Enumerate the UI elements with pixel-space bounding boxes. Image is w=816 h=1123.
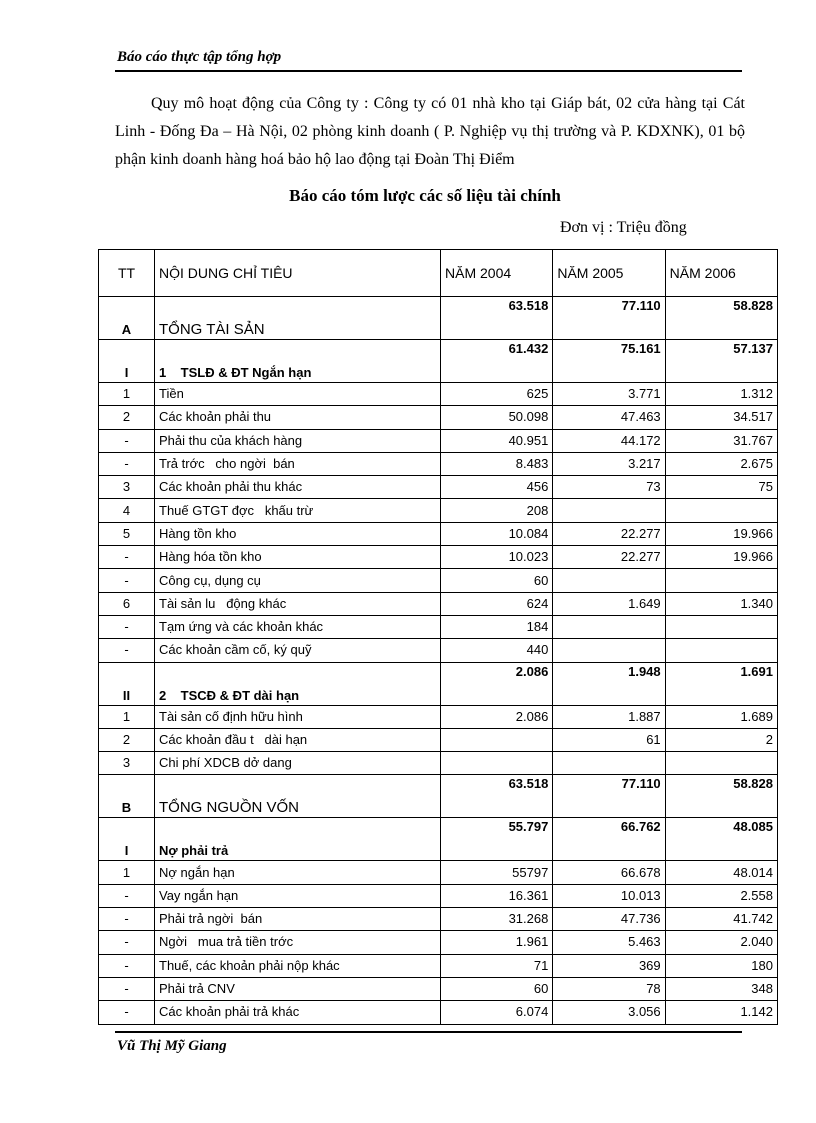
row-value-2005: 1.948 xyxy=(553,662,665,705)
row-value-2006: 1.312 xyxy=(665,383,777,406)
row-value-2004: 60 xyxy=(441,569,553,592)
row-value-2004: 16.361 xyxy=(441,884,553,907)
financial-table xyxy=(98,249,778,1025)
col-header-2006: NĂM 2006 xyxy=(665,250,777,297)
unit-label: Đơn vị : Triệu đồng xyxy=(560,219,687,236)
row-value-2005 xyxy=(553,499,665,522)
table-row xyxy=(99,522,778,545)
row-value-2004: 1.961 xyxy=(441,931,553,954)
row-label-cell: Hàng tồn kho xyxy=(155,522,441,545)
table-row xyxy=(99,818,778,861)
row-tt-cell: 1 xyxy=(99,705,155,728)
page-footer: Vũ Thị Mỹ Giang xyxy=(117,1038,227,1054)
row-value-2006: 180 xyxy=(665,954,777,977)
row-label-cell: Các khoản đầu t dài hạn xyxy=(155,728,441,751)
table-header-row xyxy=(99,250,778,297)
row-value-2004: 55797 xyxy=(441,861,553,884)
row-value-2005: 66.678 xyxy=(553,861,665,884)
row-value-2006: 48.014 xyxy=(665,861,777,884)
row-value-2004: 208 xyxy=(441,499,553,522)
header-divider xyxy=(115,70,742,72)
table-row xyxy=(99,297,778,340)
row-value-2006: 1.142 xyxy=(665,1001,777,1024)
row-tt-cell: - xyxy=(99,1001,155,1024)
row-label-cell: Công cụ, dụng cụ xyxy=(155,569,441,592)
table-row xyxy=(99,546,778,569)
row-value-2006: 19.966 xyxy=(665,546,777,569)
table-row xyxy=(99,429,778,452)
intro-text: Quy mô hoạt động của Công ty : Công ty có 01 nhà kho tại Giáp bát, 02 cửa hàng tại Cát Linh - Đống Đa – Hà Nội, 02 phòng kinh doanh ( P. Nghiệp vụ thị trường và P. KDXNK), 01 bộ phận kinh doanh hàng hoá bảo hộ lao động tại Đoàn Thị Điểm xyxy=(115,95,745,168)
table-row xyxy=(99,569,778,592)
row-tt-cell: 2 xyxy=(99,406,155,429)
row-value-2005: 47.736 xyxy=(553,908,665,931)
row-tt-cell: - xyxy=(99,954,155,977)
row-value-2006: 2.558 xyxy=(665,884,777,907)
row-value-2006: 348 xyxy=(665,977,777,1000)
report-title-text: Báo cáo tóm lược các số liệu tài chính xyxy=(289,186,561,205)
row-value-2004: 63.518 xyxy=(441,775,553,818)
row-value-2004: 71 xyxy=(441,954,553,977)
row-label-cell: Chi phí XDCB dở dang xyxy=(155,752,441,775)
row-tt-cell: B xyxy=(99,775,155,818)
row-value-2004: 456 xyxy=(441,476,553,499)
row-label-cell: Phải trả ngời bán xyxy=(155,908,441,931)
table-row xyxy=(99,752,778,775)
page-header: Báo cáo thực tập tổng hợp xyxy=(117,49,282,65)
row-value-2004: 50.098 xyxy=(441,406,553,429)
row-value-2005: 78 xyxy=(553,977,665,1000)
row-value-2005: 22.277 xyxy=(553,522,665,545)
row-value-2004: 625 xyxy=(441,383,553,406)
table-row xyxy=(99,775,778,818)
row-tt-cell: 3 xyxy=(99,476,155,499)
row-tt-cell: A xyxy=(99,297,155,340)
table-row xyxy=(99,1001,778,1024)
row-tt-cell: I xyxy=(99,818,155,861)
table-row xyxy=(99,662,778,705)
row-value-2005: 77.110 xyxy=(553,775,665,818)
table-row xyxy=(99,931,778,954)
row-tt-cell: - xyxy=(99,884,155,907)
row-tt-cell: - xyxy=(99,569,155,592)
table-row xyxy=(99,383,778,406)
row-tt-cell: - xyxy=(99,639,155,662)
row-value-2004: 624 xyxy=(441,592,553,615)
row-value-2006 xyxy=(665,639,777,662)
row-value-2006: 58.828 xyxy=(665,297,777,340)
row-value-2004: 63.518 xyxy=(441,297,553,340)
row-value-2006: 1.340 xyxy=(665,592,777,615)
row-tt-cell: - xyxy=(99,977,155,1000)
row-value-2004: 10.084 xyxy=(441,522,553,545)
row-value-2006: 19.966 xyxy=(665,522,777,545)
row-value-2005 xyxy=(553,615,665,638)
row-label-cell: Tiền xyxy=(155,383,441,406)
row-value-2004 xyxy=(441,752,553,775)
row-tt-cell: - xyxy=(99,452,155,475)
row-value-2005: 73 xyxy=(553,476,665,499)
row-tt-cell: - xyxy=(99,908,155,931)
row-label-cell: Hàng hóa tồn kho xyxy=(155,546,441,569)
row-value-2005: 75.161 xyxy=(553,340,665,383)
row-value-2005: 5.463 xyxy=(553,931,665,954)
row-label-cell: Các khoản phải thu khác xyxy=(155,476,441,499)
row-value-2005: 61 xyxy=(553,728,665,751)
row-value-2005 xyxy=(553,639,665,662)
row-tt-cell: 6 xyxy=(99,592,155,615)
table-row xyxy=(99,954,778,977)
col-header-2005: NĂM 2005 xyxy=(553,250,665,297)
row-value-2005: 10.013 xyxy=(553,884,665,907)
row-value-2006: 31.767 xyxy=(665,429,777,452)
row-value-2005: 66.762 xyxy=(553,818,665,861)
row-label-cell: 2 TSCĐ & ĐT dài hạn xyxy=(155,662,441,705)
col-header-2004: NĂM 2004 xyxy=(441,250,553,297)
row-label-cell: Các khoản cầm cố, ký quỹ xyxy=(155,639,441,662)
report-title xyxy=(0,186,816,206)
row-tt-cell: 4 xyxy=(99,499,155,522)
row-value-2004: 2.086 xyxy=(441,662,553,705)
row-label-cell: Vay ngắn hạn xyxy=(155,884,441,907)
row-value-2004: 8.483 xyxy=(441,452,553,475)
row-value-2004: 10.023 xyxy=(441,546,553,569)
row-label-cell: TỔNG TÀI SẢN xyxy=(155,297,441,340)
row-tt-cell: 1 xyxy=(99,383,155,406)
row-label-cell: Thuế GTGT đợc khấu trừ xyxy=(155,499,441,522)
row-tt-cell: II xyxy=(99,662,155,705)
row-value-2004: 184 xyxy=(441,615,553,638)
table-row xyxy=(99,592,778,615)
row-value-2004: 55.797 xyxy=(441,818,553,861)
row-value-2005: 22.277 xyxy=(553,546,665,569)
row-label-cell: Phải trả CNV xyxy=(155,977,441,1000)
row-value-2004: 6.074 xyxy=(441,1001,553,1024)
table-row xyxy=(99,639,778,662)
row-label-cell: Thuế, các khoản phải nộp khác xyxy=(155,954,441,977)
row-label-cell: 1 TSLĐ & ĐT Ngắn hạn xyxy=(155,340,441,383)
table-row xyxy=(99,476,778,499)
row-value-2006: 1.689 xyxy=(665,705,777,728)
table-row xyxy=(99,884,778,907)
row-value-2004: 31.268 xyxy=(441,908,553,931)
row-tt-cell: - xyxy=(99,546,155,569)
row-label-cell: Các khoản phải thu xyxy=(155,406,441,429)
intro-paragraph xyxy=(115,90,745,174)
row-tt-cell: - xyxy=(99,615,155,638)
row-value-2004: 60 xyxy=(441,977,553,1000)
row-tt-cell: - xyxy=(99,931,155,954)
row-value-2006: 58.828 xyxy=(665,775,777,818)
row-value-2006 xyxy=(665,569,777,592)
row-tt-cell: I xyxy=(99,340,155,383)
table-row xyxy=(99,406,778,429)
row-label-cell: Trả trớc cho ngời bán xyxy=(155,452,441,475)
table-row xyxy=(99,615,778,638)
row-value-2006: 41.742 xyxy=(665,908,777,931)
row-tt-cell: - xyxy=(99,429,155,452)
table-row xyxy=(99,340,778,383)
row-value-2006: 2.675 xyxy=(665,452,777,475)
row-label-cell: Phải thu của khách hàng xyxy=(155,429,441,452)
row-tt-cell: 3 xyxy=(99,752,155,775)
row-value-2005: 47.463 xyxy=(553,406,665,429)
row-value-2004: 2.086 xyxy=(441,705,553,728)
row-label-cell: Tài sản cố định hữu hình xyxy=(155,705,441,728)
row-label-cell: Nợ ngắn hạn xyxy=(155,861,441,884)
row-value-2004: 440 xyxy=(441,639,553,662)
row-value-2005: 1.649 xyxy=(553,592,665,615)
row-value-2006 xyxy=(665,615,777,638)
row-value-2005: 3.771 xyxy=(553,383,665,406)
row-tt-cell: 2 xyxy=(99,728,155,751)
row-label-cell: Tài sản lu động khác xyxy=(155,592,441,615)
table-row xyxy=(99,728,778,751)
row-value-2005: 1.887 xyxy=(553,705,665,728)
row-value-2006 xyxy=(665,499,777,522)
row-label-cell: Ngời mua trả tiền trớc xyxy=(155,931,441,954)
row-value-2006 xyxy=(665,752,777,775)
row-tt-cell: 1 xyxy=(99,861,155,884)
table-row xyxy=(99,705,778,728)
table-body xyxy=(99,297,778,1025)
row-value-2006: 34.517 xyxy=(665,406,777,429)
row-value-2005: 3.217 xyxy=(553,452,665,475)
row-label-cell: Các khoản phải trả khác xyxy=(155,1001,441,1024)
row-value-2006: 2 xyxy=(665,728,777,751)
row-value-2006: 57.137 xyxy=(665,340,777,383)
row-value-2005: 44.172 xyxy=(553,429,665,452)
row-value-2005 xyxy=(553,752,665,775)
row-label-cell: Nợ phải trả xyxy=(155,818,441,861)
row-value-2005: 3.056 xyxy=(553,1001,665,1024)
row-value-2004: 61.432 xyxy=(441,340,553,383)
row-value-2006: 48.085 xyxy=(665,818,777,861)
row-value-2004 xyxy=(441,728,553,751)
table-row xyxy=(99,861,778,884)
table-row xyxy=(99,499,778,522)
row-value-2005 xyxy=(553,569,665,592)
row-label-cell: TỔNG NGUỒN VỐN xyxy=(155,775,441,818)
row-value-2005: 369 xyxy=(553,954,665,977)
row-value-2006: 2.040 xyxy=(665,931,777,954)
col-header-content: NỘI DUNG CHỈ TIÊU xyxy=(155,250,441,297)
row-label-cell: Tạm ứng và các khoản khác xyxy=(155,615,441,638)
col-header-tt: TT xyxy=(99,250,155,297)
table-row xyxy=(99,452,778,475)
footer-divider xyxy=(115,1031,742,1033)
row-value-2005: 77.110 xyxy=(553,297,665,340)
row-value-2006: 75 xyxy=(665,476,777,499)
table-row xyxy=(99,908,778,931)
table-row xyxy=(99,977,778,1000)
row-tt-cell: 5 xyxy=(99,522,155,545)
row-value-2004: 40.951 xyxy=(441,429,553,452)
row-value-2006: 1.691 xyxy=(665,662,777,705)
